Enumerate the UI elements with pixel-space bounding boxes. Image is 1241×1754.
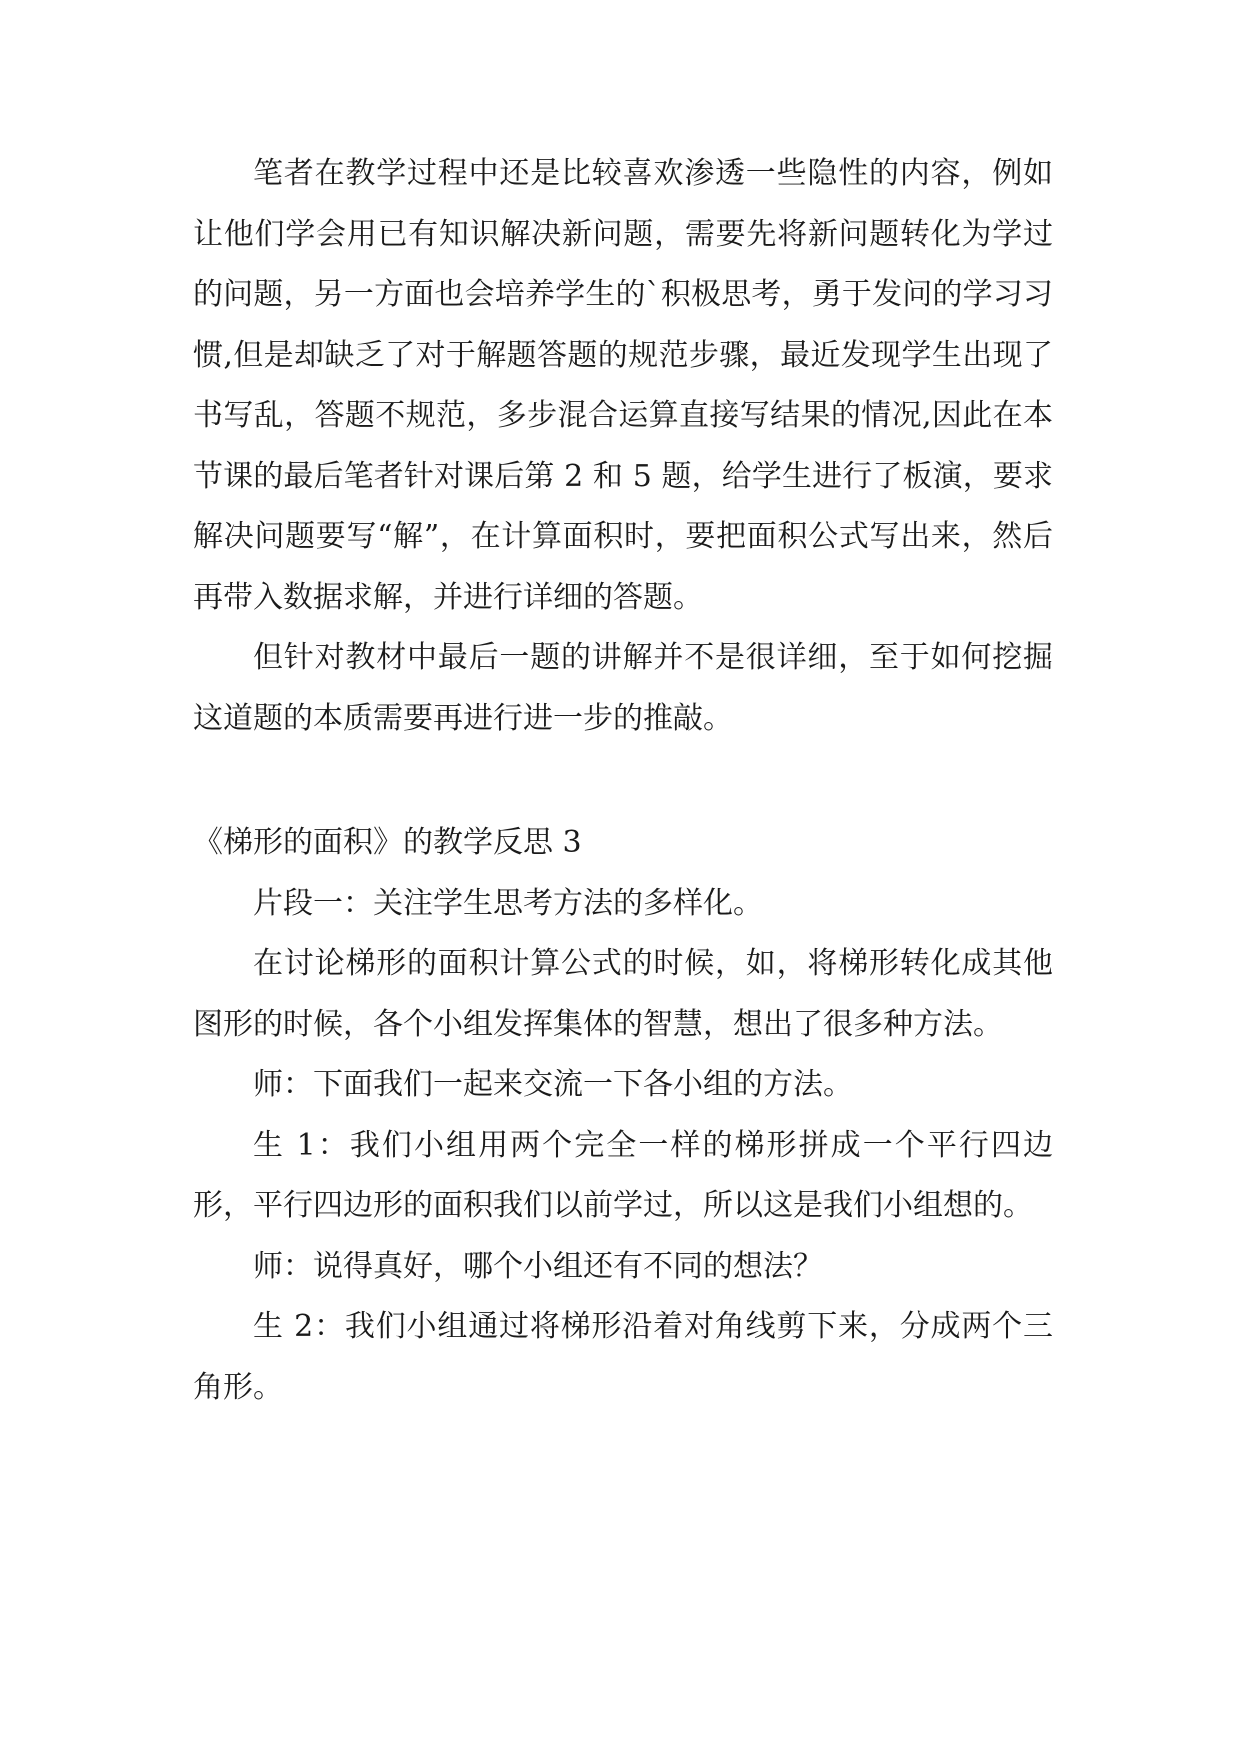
paragraph-discussion: 在讨论梯形的面积计算公式的时候，如，将梯形转化成其他图形的时候，各个小组发挥集体的智慧，想出了很多种方法。 (193, 946, 1053, 1042)
paragraph-teacher-1: 师：下面我们一起来交流一下各小组的方法。 (253, 1067, 853, 1102)
paragraph-segment-one: 片段一：关注学生思考方法的多样化。 (253, 885, 763, 921)
paragraph-last-problem-note: 但针对教材中最后一题的讲解并不是很详细，至于如何挖掘这道题的本质需要再进行进一步的推敲。 (193, 640, 1053, 736)
paragraph-student-2: 生 2：我们小组通过将梯形沿着对角线剪下来，分成两个三角形。 (193, 1309, 1053, 1405)
section-title: 《梯形的面积》的教学反思 3 (193, 825, 582, 860)
section-spacer (193, 749, 1053, 813)
document-body (193, 144, 1053, 1418)
paragraph-teaching-reflection: 笔者在教学过程中还是比较喜欢渗透一些隐性的内容，例如让他们学会用已有知识解决新问题，需要先将新问题转化为学过的问题，另一方面也会培养学生的`积极思考，勇于发问的学习习惯,但是却缺乏了对于解题答题的规范步骤，最近发现学生出现了书写乱，答题不规范，多步混合运算直接写结果的情况,因此在本节课的最后笔者针对课后第 2 和 5 题，给学生进行了板演，要求解决问题要写“解”，在计算面积时，要把面积公式写出来，然后再带入数据求解，并进行详细的答题。 (193, 156, 1053, 615)
paragraph-student-1: 生 1：我们小组用两个完全一样的梯形拼成一个平行四边形，平行四边形的面积我们以前学过，所以这是我们小组想的。 (193, 1127, 1053, 1223)
paragraph-teacher-2: 师：说得真好，哪个小组还有不同的想法？ (253, 1248, 823, 1284)
